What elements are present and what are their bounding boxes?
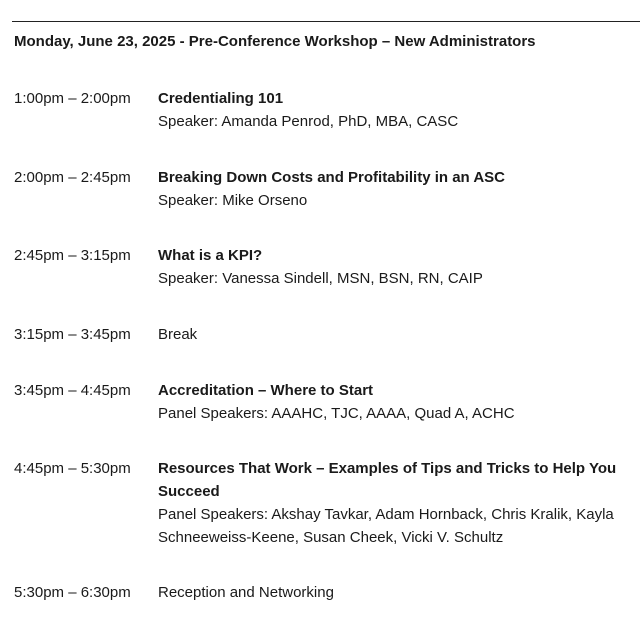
session-time: 4:45pm – 5:30pm bbox=[14, 460, 131, 477]
session-time: 3:15pm – 3:45pm bbox=[14, 326, 131, 343]
session-details bbox=[158, 581, 628, 604]
session-time: 1:00pm – 2:00pm bbox=[14, 90, 131, 107]
session-details bbox=[158, 323, 628, 346]
session-speaker: Speaker: Vanessa Sindell, MSN, BSN, RN, CAIP bbox=[158, 270, 483, 287]
session-time: 2:45pm – 3:15pm bbox=[14, 247, 131, 264]
session-text: Reception and Networking bbox=[158, 584, 334, 601]
session-speaker: Speaker: Amanda Penrod, PhD, MBA, CASC bbox=[158, 113, 459, 130]
session-title: Credentialing 101 bbox=[158, 90, 284, 107]
session-title: Accreditation – Where to Start bbox=[158, 382, 374, 399]
session-details bbox=[158, 87, 628, 133]
session-speaker: Panel Speakers: AAAHC, TJC, AAAA, Quad A, ACHC bbox=[158, 405, 515, 422]
session-title: What is a KPI? bbox=[158, 247, 263, 264]
session-title: Resources That Work – Examples of Tips and Tricks to Help You Succeed bbox=[158, 460, 617, 500]
top-divider bbox=[12, 21, 640, 22]
session-title: Breaking Down Costs and Profitability in an ASC bbox=[158, 169, 505, 186]
session-details bbox=[158, 244, 628, 290]
session-time: 2:00pm – 2:45pm bbox=[14, 169, 131, 186]
session-details bbox=[158, 379, 628, 425]
session-time: 3:45pm – 4:45pm bbox=[14, 382, 131, 399]
session-details bbox=[158, 457, 628, 549]
day-heading: Monday, June 23, 2025 - Pre-Conference Workshop – New Administrators bbox=[14, 33, 536, 50]
session-text: Break bbox=[158, 326, 198, 343]
session-details bbox=[158, 166, 628, 212]
session-speaker: Panel Speakers: Akshay Tavkar, Adam Hornback, Chris Kralik, Kayla Schneeweiss-Keene, Susan Cheek, Vicki V. Schultz bbox=[158, 506, 614, 546]
session-time: 5:30pm – 6:30pm bbox=[14, 584, 131, 601]
session-speaker: Speaker: Mike Orseno bbox=[158, 192, 308, 209]
